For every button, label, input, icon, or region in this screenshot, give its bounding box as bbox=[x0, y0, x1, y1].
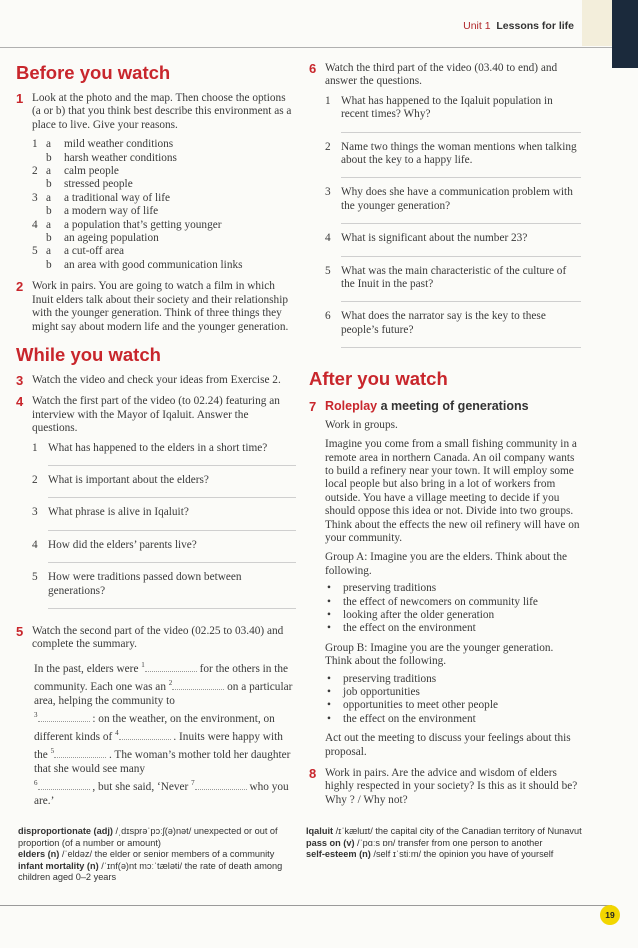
unit-label: Unit 1 Lessons for life bbox=[463, 20, 574, 32]
question-2: 2 What is important about the elders? bbox=[32, 473, 209, 486]
question-5: 5 What was the main characteristic of the culture of the Inuit in the past? bbox=[325, 264, 567, 291]
gap-4[interactable] bbox=[119, 729, 171, 740]
exercise-4: 4 Watch the first part of the video (to 02.24) featuring an interview with the Mayor of Iqaluit. Answer the questions. bbox=[16, 394, 280, 435]
page-number: 19 bbox=[600, 905, 620, 925]
exercise-8: 8 Work in pairs. Are the advice and wisdom of elders highly respected in your society? Is this as it should be? Why ? / Why not? bbox=[309, 766, 578, 806]
exercise-4-questions bbox=[16, 442, 296, 617]
left-column bbox=[16, 62, 296, 808]
exercise-7-title: Roleplay a meeting of generations bbox=[325, 399, 529, 414]
summary-gap-fill: In the past, elders were $^1$ for the others in the community. Each one was an $^2$ on a particular area, helping the community to $^3$ : on the weather, on the environment, on different kinds of $^4$ . Inuits were happy with the $^5$ . The woman’s mother told her daughter that she would see many $^6$ , but she said, ‘Never $^7$ who you are.’ bbox=[34, 660, 293, 807]
option-5a: 5 a a cut-off area bbox=[32, 245, 124, 258]
glossary-entry: Iqaluit /ɪˈkæluɪt/ the capital city of the Canadian territory of Nunavut bbox=[306, 826, 582, 836]
question-6: 6 What does the narrator say is the key to these people’s future? bbox=[325, 310, 546, 336]
glossary-entry: infant mortality (n) /ˈɪnf(ə)nt mɔːˈtæləti/ the rate of death among children aged 0–2 years bbox=[18, 860, 283, 882]
option-1b: b harsh weather conditions bbox=[46, 151, 177, 164]
bullet-item: • looking after the older generation bbox=[309, 609, 581, 622]
option-2b: b stressed people bbox=[46, 178, 133, 191]
gap-7[interactable] bbox=[195, 779, 247, 790]
exercise-7: 7 Roleplay a meeting of generations Work in groups. Imagine you come from a small fishing community in a remote area in northern Canada. An oil company wants to build a refinery near your town. It will employ some local people but also bring in a lot of workers from outside. You have a village meeting to decide if you should oppose this idea or not. Divide into two groups. Think about the effects the new oil refinery will have on your community. Group A: Imagine you are the elders. Think about the following. bbox=[309, 399, 580, 577]
group-b-list bbox=[309, 673, 581, 727]
glossary-entry: disproportionate (adj) /ˌdɪsprəˈpɔːʃ(ə)nət/ unexpected or out of proportion (of a number or amount) bbox=[18, 826, 278, 848]
section-heading-after: After you watch bbox=[309, 368, 448, 390]
option-4b: b an ageing population bbox=[46, 232, 159, 245]
option-2a: 2 a calm people bbox=[32, 165, 119, 178]
question-3: 3 What phrase is alive in Iqaluit? bbox=[32, 506, 189, 519]
footer-rule bbox=[0, 905, 612, 906]
exercise-6: 6 Watch the third part of the video (03.40 to end) and answer the questions. bbox=[309, 61, 558, 88]
question-3: 3 Why does she have a communication problem with the younger generation? bbox=[325, 186, 573, 212]
glossary-entry: self-esteem (n) /self ɪˈstiːm/ the opinion you have of yourself bbox=[306, 849, 554, 859]
glossary-entry: elders (n) /ˈeldəz/ the elder or senior members of a community bbox=[18, 849, 275, 859]
option-3a: 3 a a traditional way of life bbox=[32, 191, 171, 204]
glossary-entry: pass on (v) /ˈpɑːs ɒn/ transfer from one person to another bbox=[306, 837, 543, 848]
question-1: 1 What has happened to the elders in a short time? bbox=[32, 441, 268, 454]
question-2: 2 Name two things the woman mentions when talking about the key to a happy life. bbox=[325, 140, 577, 167]
gap-2[interactable] bbox=[172, 679, 224, 690]
question-4: 4 How did the elders’ parents live? bbox=[32, 538, 197, 551]
option-4a: 4 a a population that’s getting younger bbox=[32, 218, 222, 231]
gap-3[interactable] bbox=[38, 711, 90, 722]
section-heading-before: Before you watch bbox=[16, 62, 171, 83]
exercise-3: 3 Watch the video and check your ideas from Exercise 2. bbox=[16, 372, 281, 388]
exercise-1-options bbox=[16, 138, 296, 272]
exercise-5: 5 Watch the second part of the video (02.25 to 03.40) and complete the summary. bbox=[16, 623, 284, 651]
exercise-6-questions bbox=[309, 95, 581, 356]
question-1: 1 What has happened to the Iqaluit population in recent times? Why? bbox=[325, 94, 553, 121]
question-5: 5 How were traditions passed down between generations? bbox=[32, 571, 242, 597]
question-4: 4 What is significant about the number 23? bbox=[325, 232, 528, 245]
header-tab-light bbox=[582, 0, 612, 46]
bullet-item: • the effect of newcomers on community life bbox=[309, 596, 581, 609]
bullet-item: • job opportunities bbox=[309, 686, 581, 699]
page-header bbox=[0, 0, 638, 44]
gap-1[interactable] bbox=[145, 661, 197, 672]
gap-6[interactable] bbox=[38, 779, 90, 790]
option-1a: 1 a mild weather conditions bbox=[32, 138, 174, 151]
glossary-left bbox=[18, 826, 303, 884]
option-5b: b an area with good communication links bbox=[46, 258, 243, 271]
glossary-right bbox=[306, 826, 596, 861]
right-column: 6 Watch the third part of the video (03.40 to end) and answer the questions. 1 What has happened to the Iqaluit population in recent times? Why? 2 Name two things the woman mentions when talking about the key to a happy life. 3 Why does she have a communication problem with the younger generation? 4 What is significant about the number 23? 5 What was the main characteristic of the culture of the Inuit in the past? 6 What does the narrator say is the key to these people’s future? After you watch 7 Roleplay a meeting of generations Work in groups. Imagine you come from a small fishing community in a remote area in northern Canada. An oil company wants to build a refinery near your town. It will employ some local people but also bring in a lot of workers from outside. You have a village meeting to decide if you should oppose this idea or not. Divide into two groups. Think about the effects the new oil refinery will have on your community. Group A: Imagine you are the elders. Think about the following. • preserving traditions • the effect of newcomers on community life • looking after the older generation • the effect on the environment Group B: Imagine you are the younger generation. Think about the following. • preserving traditions • job opportunities • opportunities to meet other people • the effect on the environment Act out the meeting to discuss your feelings about this proposal. 8 Work in pairs. Are the advice and wisdom of elders highly respected in your society? Is this as it should be? Why ? / Why not? bbox=[309, 62, 581, 807]
header-rule bbox=[0, 47, 612, 48]
header-tab-dark bbox=[612, 0, 638, 68]
bullet-item: • preserving traditions bbox=[309, 582, 581, 595]
bullet-item: • the effect on the environment bbox=[309, 713, 581, 726]
group-a-list bbox=[309, 582, 581, 636]
bullet-item: • preserving traditions bbox=[309, 673, 581, 686]
bullet-item: • the effect on the environment bbox=[309, 622, 581, 635]
bullet-item: • opportunities to meet other people bbox=[309, 699, 581, 712]
exercise-2: 2 Work in pairs. You are going to watch a film in which Inuit elders talk about their society and their relationship with the younger generation. Think of three things they might say about modern life and the younger generation. bbox=[16, 279, 289, 333]
option-3b: b a modern way of life bbox=[46, 205, 159, 218]
section-heading-while: While you watch bbox=[16, 343, 161, 365]
gap-5[interactable] bbox=[54, 747, 106, 758]
exercise-1: 1 Look at the photo and the map. Then choose the options (a or b) that you think best describe this environment as a place to live. Give your reasons. bbox=[16, 91, 292, 131]
